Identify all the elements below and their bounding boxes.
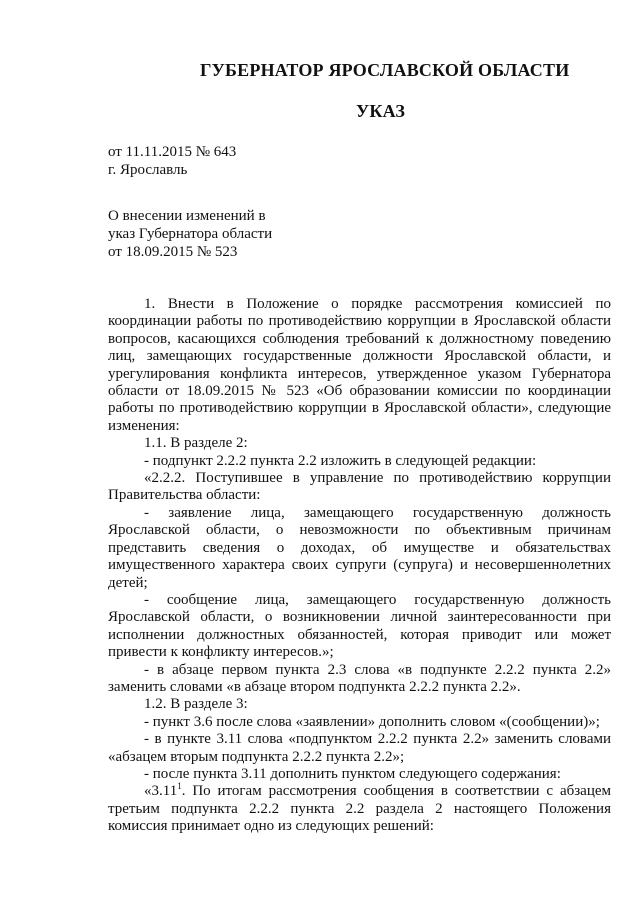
paragraph-1-2: 1.2. В разделе 3:	[144, 696, 248, 713]
paragraph-clause-3-11: - в пункте 3.11 слова «подпунктом 2.2.2 пункта 2.2» заменить словами «абзацем вторым подпункта 2.2.2 пункта 2.2»;	[108, 731, 611, 765]
document-type-title: УКАЗ	[356, 101, 406, 121]
subject-line-2: указ Губернатора области	[108, 226, 273, 242]
paragraph-subitem-2-2-2: - подпункт 2.2.2 пункта 2.2 изложить в следующей редакции:	[144, 452, 537, 469]
decree-date-number: от 11.11.2015 № 643	[108, 144, 237, 160]
decree-subject	[108, 207, 272, 261]
paragraph-quote-2-2-2: «2.2.2. Поступившее в управление по противодействию коррупции Правительства области:	[108, 470, 611, 504]
decree-city: г. Ярославль	[108, 162, 188, 178]
paragraph-clause-3-11-1	[108, 783, 611, 835]
subject-line-3: от 18.09.2015 № 523	[108, 244, 238, 260]
paragraph-clause-3-6: - пункт 3.6 после слова «заявлении» дополнить словом «(сообщении)»;	[144, 713, 600, 730]
paragraph-add-clause: - после пункта 3.11 дополнить пунктом следующего содержания:	[144, 765, 561, 782]
clause-3-11-1-prefix: «3.11	[144, 783, 178, 800]
issuing-authority-title: ГУБЕРНАТОР ЯРОСЛАВСКОЙ ОБЛАСТИ	[200, 60, 570, 80]
paragraph-notice: - сообщение лица, замещающего государственную должность Ярославской области, о возникновении личной заинтересованности при исполнении должностных обязанностей, которая приводит или может привести к конфликту интересов.»;	[108, 591, 611, 661]
clause-superscript: 1	[177, 781, 182, 792]
decree-meta	[108, 143, 236, 179]
clause-3-11-1-text: . По итогам рассмотрения сообщения в соответствии с абзацем третьим подпункта 2.2.2 пункта 2.2 раздела 2 настоящего Положения комиссия принимает одно из следующих решений:	[108, 783, 611, 835]
paragraph-1: 1. Внести в Положение о порядке рассмотрения комиссией по координации работы по противодействию коррупции в Ярославской области вопросов, касающихся соблюдения требований к должностному поведению лиц, замещающих государственные должности Ярославской области, и урегулирования конфликта интересов, утвержденное указом Губернатора области от 18.09.2015 № 523 «Об образовании комиссии по координации работы по противодействию коррупции в Ярославской области», следующие изменения:	[108, 296, 611, 434]
paragraph-1-1: 1.1. В разделе 2:	[144, 435, 248, 452]
subject-line-1: О внесении изменений в	[108, 208, 266, 224]
paragraph-statement: - заявление лица, замещающего государственную должность Ярославской области, о невозможности по объективным причинам представить сведения о доходах, об имуществе и обязательствах имущественного характера своих супруги (супруга) и несовершеннолетних детей;	[108, 504, 611, 591]
decree-body	[108, 296, 611, 836]
paragraph-clause-2-3: - в абзаце первом пункта 2.3 слова «в подпункте 2.2.2 пункта 2.2» заменить словами «в абзаце втором подпункта 2.2.2 пункта 2.2».	[108, 661, 611, 695]
